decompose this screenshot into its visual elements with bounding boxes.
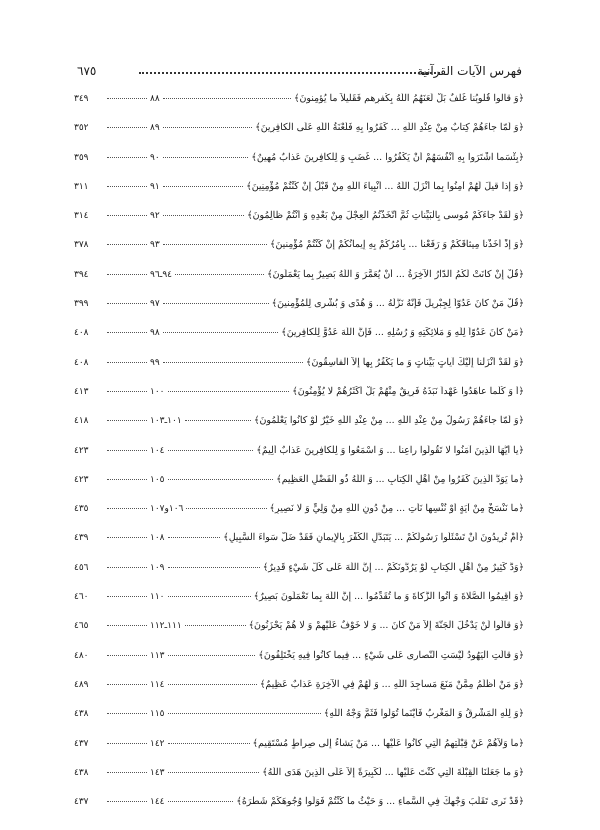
dot-leader [163,303,269,304]
verse-number: ١٠٥ [150,474,165,485]
verse-number: ١١٣ [150,650,165,661]
verse-number: ٩٢ [150,211,160,222]
verse-text: ﴿ما يَوَدُّ الَّذِينَ كَفَرُوا مِنْ أَهْلِ الْكِتابِ ... وَ اللّهُ ذُو الْفَضْلِ الْعَظِيمِ﴾ [276,473,524,485]
verse-text: ﴿وَدَّ كَثِيرٌ مِنْ أَهْلِ الْكِتابِ لَوْ يَرُدُّونَكُمْ ... إِنَّ اللّهَ عَلى كُلِّ شَيْءٍ قَدِيرٌ﴾ [262,561,524,573]
dot-leader [163,186,244,187]
dot-leader [163,244,267,245]
reference-page-number: ٤٣٥ [74,504,89,515]
dot-leader [168,596,251,597]
index-entry [74,738,524,767]
dot-leader [168,801,234,802]
reference-page-number: ٣٧٨ [74,240,89,251]
dot-leader [168,567,260,568]
dot-leader [107,684,147,685]
header-rule [139,72,440,74]
verse-text: ﴿بِئْسَما اشْتَرَوا بِهِ أَنْفُسَهُمْ أَنْ يَكْفُرُوا ... غَضَبٍ وَ لِلْكافِرينَ عَذابٌ مُهِينٌ﴾ [251,151,524,163]
dot-leader [168,479,274,480]
reference-page-number: ٤٢٣ [74,474,89,485]
verse-number: ٩٤ـ٩٦ [150,269,172,280]
verse-text: ﴿قُلْ إِنْ كانَتْ لَكُمُ الدّارُ الآخِرَةُ ... أَنْ يُعَمَّرَ وَ اللّهُ بَصِيرٌ بِما يَعْمَلُونَ﴾ [267,268,524,280]
reference-page-number: ٤٣٨ [74,709,89,720]
dot-leader [168,391,290,392]
verse-number: ١١٤ [150,679,165,690]
verse-number: ١١١ـ١١٢ [150,621,182,632]
verse-text: ﴿وَ أَقِيمُوا الصَّلاةَ وَ آتُوا الزَّكاةَ وَ ما تُقَدِّمُوا ... إِنَّ اللّهَ بِما تَعْمَلُونَ بَصِيرٌ﴾ [253,591,524,603]
dot-leader [168,743,250,744]
verse-text: ﴿وَ مَنْ أَظْلَمُ مِمَّنْ مَنَعَ مَساجِدَ اللّهِ ... وَ لَهُمْ فِي الآخِرَةِ عَذابٌ عَظِيمٌ﴾ [259,678,524,690]
index-entry [74,269,524,298]
reference-page-number: ٣٩٩ [74,299,89,310]
verse-text: ﴿ما نَنْسَخْ مِنْ آيَةٍ أَوْ نُنْسِها نَأْتِ ... مِنْ دُونِ اللّهِ مِنْ وَلِيٍّ وَ لا نَصِيرٍ﴾ [269,503,524,515]
reference-page-number: ٤٦٥ [74,621,89,632]
dot-leader [107,274,147,275]
dot-leader [107,537,147,538]
index-entry [74,591,524,620]
dot-leader [163,332,279,333]
verse-number: ٩١ [150,181,160,192]
reference-page-number: ٤٢٣ [74,445,89,456]
reference-page-number: ٣٥٢ [74,123,89,134]
reference-page-number: ٤٣٩ [74,533,89,544]
dot-leader [107,420,147,421]
verse-text: ﴿وَ إذْ أَخَذْنا مِيثاقَكُمْ وَ رَفَعْنا ... بِأْمُرُكُمْ بِهِ إِيمانُكُمْ إِنْ كُنْتُمْ مُؤْمِنينَ﴾ [269,239,524,251]
index-entry [74,767,524,796]
index-entry [74,474,524,503]
dot-leader [185,625,246,626]
page-number: ٦٧٥ [77,64,97,78]
reference-page-number: ٣٤٩ [74,94,89,104]
index-entry [74,708,524,737]
dot-leader [163,157,249,158]
index-entry [74,93,524,122]
index-entry [74,181,524,210]
verse-text: ﴿وَ لَمّا جاءَهُمْ رَسُولٌ مِنْ عِنْدِ اللّهِ ... مِنْ عِنْدِ اللّهِ خَيْرٌ لَوْ كانُوا يَعْلَمُونَ﴾ [253,415,524,427]
index-entry [74,620,524,649]
dot-leader [107,625,147,626]
verse-text: ﴿وَ قالُوا لَنْ يَدْخُلَ الْجَنَّةَ إِلاّ مَنْ كانَ ... وَ لا خَوْفٌ عَلَيْهِمْ وَ لا هُمْ يَحْزَنُونَ﴾ [248,620,524,632]
dot-leader [163,215,244,216]
verse-number: ٨٩ [150,123,160,134]
verse-text: ﴿وَ ما جَعَلْنَا الْقِبْلَةَ الَّتِي كُنْتَ عَلَيْها ... لَكَبِيرَةً إِلاّ عَلَى الَّذِينَ هَدَى اللّهُ﴾ [262,766,524,778]
dot-leader [107,743,147,744]
index-entry [74,503,524,532]
index-entry [74,445,524,474]
verse-text: ﴿وَ لِلّهِ الْمَشْرِقُ وَ الْمَغْرِبُ فَأَيْنَما تُوَلُّوا فَثَمَّ وَجْهُ اللّهِ﴾ [323,708,524,720]
dot-leader [107,391,147,392]
dot-leader [186,508,266,509]
reference-page-number: ٤٣٧ [74,738,89,749]
verse-text: ﴿وَ لَقَدْ جاءَكُمْ مُوسى بِالْبَيِّناتِ ثُمَّ اتَّخَذْتُمُ الْعِجْلَ مِنْ بَعْدِهِ وَ أَنْتُمْ ظالِمُونَ﴾ [247,210,524,222]
dot-leader [168,772,260,773]
verse-number: ١١٠ [150,592,165,603]
reference-page-number: ٤١٣ [74,386,89,397]
verse-number: ١٠٩ [150,562,165,573]
dot-leader [107,772,147,773]
dot-leader [168,537,221,538]
reference-page-number: ٣١١ [74,181,89,192]
dot-leader [107,508,147,509]
dot-leader [163,362,303,363]
verse-text: ﴿مَنْ كانَ عَدُوّاً لِلّهِ وَ مَلائِكَتِهِ وَ رُسُلِهِ ... فَإِنَّ اللّهَ عَدُوٌّ لِلْكافِرِينَ﴾ [281,327,524,339]
reference-page-number: ٤٦٠ [74,592,89,603]
dot-leader [107,655,147,656]
dot-leader [107,801,147,802]
index-entry [74,210,524,239]
index-entry [74,650,524,679]
reference-page-number: ٤٠٨ [74,357,89,368]
index-entry [74,298,524,327]
dot-leader [168,450,254,451]
verse-number: ١٠٨ [150,533,165,544]
index-entry [74,152,524,181]
dot-leader [168,655,256,656]
reference-page-number: ٤٣٧ [74,797,89,808]
index-entry [74,796,524,825]
reference-page-number: ٤٠٨ [74,328,89,339]
index-entry [74,562,524,591]
index-entry [74,357,524,386]
dot-leader [185,420,251,421]
verse-text: ﴿يا أَيُّهَا الَّذِينَ آمَنُوا لا تَقُولُوا راعِنا ... وَ اسْمَعُوا وَ لِلْكافِرِينَ عَذابٌ أَلِيمٌ﴾ [256,444,524,456]
dot-leader [168,684,257,685]
verse-text: ﴿أَ وَ كُلَّما عاهَدُوا عَهْداً نَبَذَهُ فَرِيقٌ مِنْهُمْ بَلْ أَكْثَرُهُمْ لا يُؤْمِنُونَ﴾ [292,385,524,397]
dot-leader [107,362,147,363]
dot-leader [175,274,264,275]
verse-text: ﴿قَدْ نَرى تَقَلُّبَ وَجْهِكَ فِي السَّماءِ ... وَ حَيْثُ ما كُنْتُمْ فَوَلُّوا وُجُوهَكُمْ شَطْرَهُ﴾ [236,796,524,808]
verse-number: ١١٥ [150,709,165,720]
verse-number: ٩٧ [150,299,160,310]
verse-index-list [74,93,524,825]
verse-number: ١٤٣ [150,767,165,778]
reference-page-number: ٤٣٨ [74,767,89,778]
dot-leader [107,450,147,451]
reference-page-number: ٤٨٠ [74,650,89,661]
index-entry [74,122,524,151]
verse-text: ﴿وَ قالَتِ الْيَهُودُ لَيْسَتِ النَّصارى عَلى شَيْءٍ ... فِيما كانُوا فِيهِ يَخْتَلِفُونَ﴾ [258,649,524,661]
dot-leader [107,332,147,333]
verse-number: ٩٣ [150,240,160,251]
verse-number: ١٤٤ [150,797,165,808]
index-entry [74,239,524,268]
page-header [77,62,522,84]
reference-page-number: ٣١٤ [74,211,89,222]
running-title: فهرس الآيات القرآنية [416,64,522,78]
verse-number: ١٠٤ [150,445,165,456]
reference-page-number: ٤٥٦ [74,562,89,573]
index-entry [74,327,524,356]
dot-leader [107,303,147,304]
dot-leader [107,186,147,187]
dot-leader [107,98,147,99]
verse-text: ﴿أَمْ تُرِيدُونَ أَنْ تَسْئَلُوا رَسُولَكُمْ ... يَتَبَدَّلِ الْكُفْرَ بِالإِيمانِ فَقَدْ ضَلَّ سَواءَ السَّبِيلِ﴾ [223,532,524,544]
index-entry [74,679,524,708]
verse-text: ﴿وَ لَمّا جاءَهُمْ كِتابٌ مِنْ عِنْدِ اللّهِ ... كَفَرُوا بِهِ فَلَعْنَةُ اللّهِ عَلَى الْكافِرِينَ﴾ [255,122,524,134]
dot-leader [107,567,147,568]
reference-page-number: ٣٥٩ [74,152,89,163]
dot-leader [107,713,147,714]
verse-text: ﴿وَ إذا قيلَ لَهُمْ آمِنُوا بِما أَنْزَلَ اللّهُ ... أَنْبِياءَ اللّهِ مِنْ قَبْلُ إِنْ كُنْتُمْ مُؤْمِنِينَ﴾ [246,180,524,192]
dot-leader [107,157,147,158]
dot-leader [163,127,253,128]
index-entry [74,532,524,561]
reference-page-number: ٤٨٩ [74,679,89,690]
verse-number: ١٠٠ [150,386,165,397]
dot-leader [107,596,147,597]
dot-leader [107,244,147,245]
dot-leader [107,215,147,216]
verse-text: ﴿وَ قالوا قُلوبُنا غُلفٌ بَلْ لَعَنَهُمُ اللّهُ بِكُفرِهم فَقَليلاً ما يُؤمِنونَ﴾ [293,93,524,104]
verse-number: ٨٨ [150,94,160,104]
reference-page-number: ٣٩٤ [74,269,89,280]
verse-number: ١٠٦و١٠٧ [150,504,184,515]
verse-number: ٩٠ [150,152,160,163]
dot-leader [107,479,147,480]
verse-number: ١٠١ـ١٠٣ [150,416,182,427]
reference-page-number: ٤١٨ [74,416,89,427]
verse-number: ٩٨ [150,328,160,339]
verse-number: ٩٩ [150,357,160,368]
verse-text: ﴿قُلْ مَنْ كانَ عَدُوّاً لِجِبْرِيلَ فَإِنَّهُ نَزَّلَهُ ... وَ هُدًى وَ بُشْرى لِلْمُؤْمِنينَ﴾ [271,298,524,310]
index-entry [74,386,524,415]
verse-text: ﴿ما وَلاّهُمْ عَنْ قِبْلَتِهِمُ الَّتِي كانُوا عَلَيْها ... مَنْ يَشاءُ إِلى صِراطٍ مُسْتَقِيمٍ﴾ [252,737,524,749]
dot-leader [107,127,147,128]
verse-number: ١٤٢ [150,738,165,749]
index-entry [74,415,524,444]
verse-text: ﴿وَ لَقَدْ أَنْزَلْنا إِلَيْكَ آياتٍ بَيِّناتٍ وَ ما يَكْفُرُ بِها إِلاّ الْفاسِقُونَ﴾ [305,356,524,368]
dot-leader [168,713,321,714]
dot-leader [163,98,291,99]
